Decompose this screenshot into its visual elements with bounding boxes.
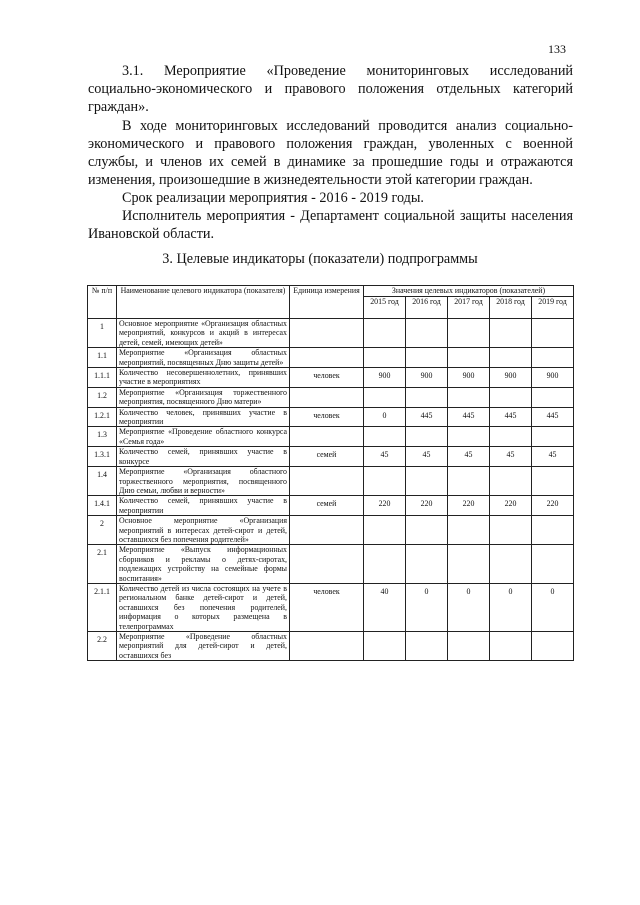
row-value — [364, 427, 406, 447]
table-row — [88, 516, 574, 545]
row-unit: семей — [290, 496, 364, 516]
row-value — [448, 632, 490, 661]
table-row — [88, 496, 574, 516]
row-value: 45 — [406, 447, 448, 467]
body-text — [88, 62, 573, 243]
row-value: 0 — [448, 583, 490, 631]
row-value: 45 — [448, 447, 490, 467]
row-value — [490, 545, 532, 584]
row-indicator-name: Мероприятие «Организация торжественного мероприятия, посвященного Дню матери» — [117, 387, 290, 407]
row-value: 45 — [532, 447, 574, 467]
row-unit — [290, 545, 364, 584]
table-row — [88, 545, 574, 584]
row-unit — [290, 632, 364, 661]
row-value — [364, 348, 406, 368]
row-value: 900 — [364, 368, 406, 388]
row-number: 1.3.1 — [88, 447, 117, 467]
row-value — [364, 516, 406, 545]
row-value: 445 — [406, 407, 448, 427]
row-value — [532, 632, 574, 661]
row-number: 1.1.1 — [88, 368, 117, 388]
header-unit: Единица измерения — [290, 286, 364, 319]
header-year: 2019 год — [532, 297, 574, 319]
header-year: 2018 год — [490, 297, 532, 319]
table-row — [88, 427, 574, 447]
row-value: 40 — [364, 583, 406, 631]
paragraph-executor: Исполнитель мероприятия - Департамент социальной защиты населения Ивановской области. — [88, 208, 573, 242]
row-number: 2 — [88, 516, 117, 545]
row-value — [364, 467, 406, 496]
table-row — [88, 467, 574, 496]
row-unit — [290, 348, 364, 368]
row-value: 0 — [490, 583, 532, 631]
header-year: 2016 год — [406, 297, 448, 319]
row-value — [490, 319, 532, 348]
paragraph-monitoring: В ходе мониторинговых исследований проводится анализ социально-экономического и правового положения граждан, уволенных с военной службы, и членов их семей в динамике за прошедшие годы и отражаются изменения, произошедшие в жизнедеятельности этой категории граждан. — [88, 118, 573, 188]
row-indicator-name: Мероприятие «Организация областных мероприятий, посвященных Дню защиты детей» — [117, 348, 290, 368]
row-number: 1.2 — [88, 387, 117, 407]
row-value: 220 — [448, 496, 490, 516]
row-unit — [290, 516, 364, 545]
row-value: 220 — [406, 496, 448, 516]
row-indicator-name: Мероприятие «Проведение областного конкурса «Семья года» — [117, 427, 290, 447]
row-unit: семей — [290, 447, 364, 467]
row-unit — [290, 427, 364, 447]
row-unit: человек — [290, 407, 364, 427]
row-value: 900 — [490, 368, 532, 388]
row-value — [532, 467, 574, 496]
row-value — [490, 516, 532, 545]
row-value: 900 — [532, 368, 574, 388]
row-value — [532, 319, 574, 348]
row-value — [448, 516, 490, 545]
row-value — [406, 319, 448, 348]
row-value — [532, 427, 574, 447]
row-value: 900 — [406, 368, 448, 388]
row-unit — [290, 467, 364, 496]
row-indicator-name: Количество семей, принявших участие в мероприятии — [117, 496, 290, 516]
row-value: 45 — [490, 447, 532, 467]
row-value — [532, 516, 574, 545]
row-value — [448, 427, 490, 447]
row-value: 445 — [490, 407, 532, 427]
row-value — [406, 427, 448, 447]
row-number: 1.4.1 — [88, 496, 117, 516]
row-value — [448, 319, 490, 348]
header-values-group: Значения целевых индикаторов (показателей) — [364, 286, 574, 297]
row-value — [448, 545, 490, 584]
row-value — [490, 348, 532, 368]
row-number: 2.1.1 — [88, 583, 117, 631]
row-indicator-name: Количество детей из числа состоящих на учете в региональном банке детей-сирот и детей, оставшихся без попечения родителей, информация о которых размещена в телепрограммах — [117, 583, 290, 631]
row-value — [406, 632, 448, 661]
row-value: 0 — [406, 583, 448, 631]
table-row — [88, 407, 574, 427]
row-value: 0 — [532, 583, 574, 631]
row-indicator-name: Мероприятие «Организация областного торжественного мероприятия, посвященного Дню семьи, любви и верности» — [117, 467, 290, 496]
row-indicator-name: Количество несовершеннолетних, принявших участие в мероприятиях — [117, 368, 290, 388]
row-number: 1 — [88, 319, 117, 348]
section-title: 3. Целевые индикаторы (показатели) подпрограммы — [162, 251, 478, 267]
table-row — [88, 387, 574, 407]
paragraph-deadline: Срок реализации мероприятия - 2016 - 2019 годы. — [122, 190, 424, 206]
header-num: № п/п — [88, 286, 117, 319]
row-value — [532, 348, 574, 368]
row-indicator-name: Мероприятие «Проведение областных мероприятий для детей-сирот и детей, оставшихся без — [117, 632, 290, 661]
row-number: 1.2.1 — [88, 407, 117, 427]
header-name: Наименование целевого индикатора (показателя) — [117, 286, 290, 319]
indicators-table — [87, 285, 574, 661]
row-value — [364, 319, 406, 348]
row-value — [532, 387, 574, 407]
row-value — [532, 545, 574, 584]
row-number: 2.1 — [88, 545, 117, 584]
row-value: 220 — [364, 496, 406, 516]
row-value: 445 — [448, 407, 490, 427]
table-row — [88, 632, 574, 661]
row-number: 1.4 — [88, 467, 117, 496]
table-row — [88, 583, 574, 631]
row-unit — [290, 319, 364, 348]
row-value: 220 — [532, 496, 574, 516]
row-value: 900 — [448, 368, 490, 388]
row-value — [406, 467, 448, 496]
row-value — [406, 545, 448, 584]
row-value — [406, 348, 448, 368]
row-number: 1.1 — [88, 348, 117, 368]
row-unit: человек — [290, 583, 364, 631]
paragraph-measure-title: 3.1. Мероприятие «Проведение мониторинговых исследований социально-экономического и правового положения отдельных категорий граждан». — [88, 63, 573, 115]
row-value — [364, 632, 406, 661]
row-value — [364, 387, 406, 407]
table-header — [88, 286, 574, 319]
row-number: 1.3 — [88, 427, 117, 447]
row-value — [448, 348, 490, 368]
row-value — [490, 427, 532, 447]
row-number: 2.2 — [88, 632, 117, 661]
table-body — [88, 319, 574, 661]
row-value — [448, 387, 490, 407]
row-indicator-name: Мероприятие «Выпуск информационных сборников и рекламы о детях-сиротах, подлежащих устройству на семейные формы воспитания» — [117, 545, 290, 584]
row-value — [406, 387, 448, 407]
row-unit: человек — [290, 368, 364, 388]
row-value — [490, 467, 532, 496]
table-row — [88, 368, 574, 388]
row-value: 220 — [490, 496, 532, 516]
row-value — [490, 387, 532, 407]
row-value: 45 — [364, 447, 406, 467]
row-value: 0 — [364, 407, 406, 427]
table-row — [88, 319, 574, 348]
page-number: 133 — [548, 42, 566, 56]
row-indicator-name: Количество семей, принявших участие в конкурсе — [117, 447, 290, 467]
table-row — [88, 447, 574, 467]
row-value — [448, 467, 490, 496]
header-year: 2015 год — [364, 297, 406, 319]
row-indicator-name: Основное мероприятие «Организация областных мероприятий, конкурсов и акций в интересах детей, семей, имеющих детей» — [117, 319, 290, 348]
row-value — [406, 516, 448, 545]
row-value: 445 — [532, 407, 574, 427]
header-year: 2017 год — [448, 297, 490, 319]
row-indicator-name: Основное мероприятие «Организация мероприятий в интересах детей-сирот и детей, оставшихся без попечения родителей» — [117, 516, 290, 545]
row-value — [364, 545, 406, 584]
row-indicator-name: Количество человек, принявших участие в мероприятии — [117, 407, 290, 427]
row-unit — [290, 387, 364, 407]
table-row — [88, 348, 574, 368]
row-value — [490, 632, 532, 661]
